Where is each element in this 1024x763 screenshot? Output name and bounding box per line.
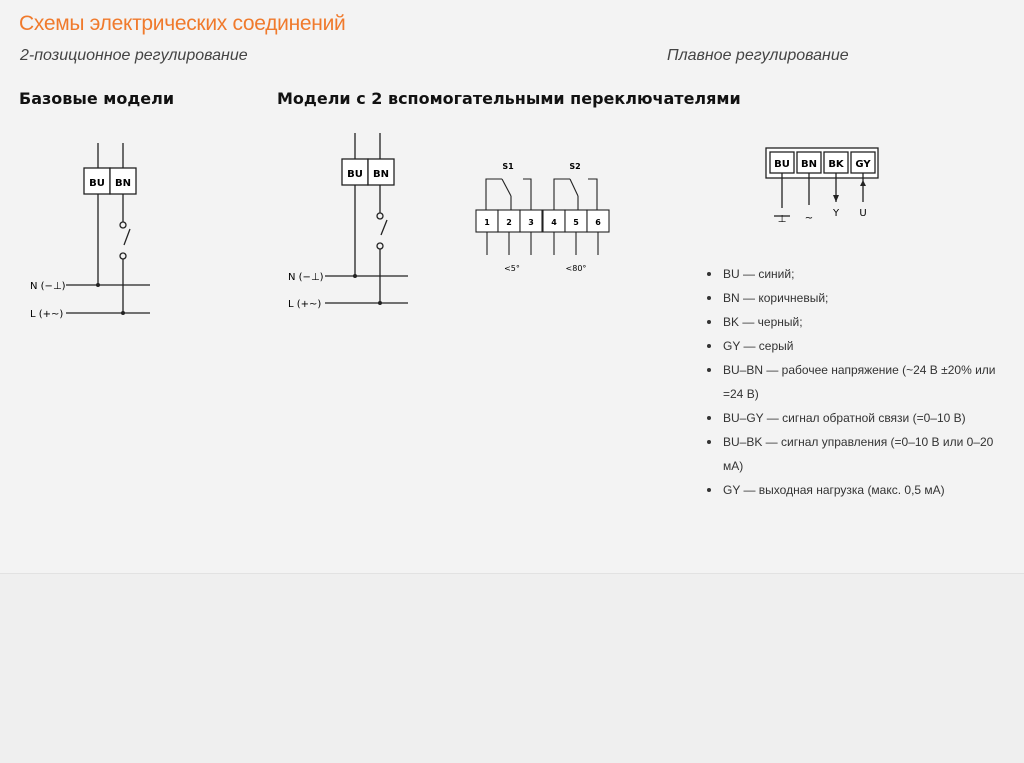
heading-basic-models: Базовые модели [19, 89, 175, 108]
pin-2: 2 [506, 218, 512, 227]
legend-item: BU — синий; [706, 262, 1006, 286]
ground-label: ⊥ [777, 214, 787, 225]
pin-6: 6 [595, 218, 601, 227]
legend-item: GY — выходная нагрузка (макс. 0,5 мА) [706, 478, 1006, 502]
aux-switch-diagram [470, 155, 620, 280]
terminal-bu: BU [774, 159, 790, 170]
pin-5: 5 [573, 218, 579, 227]
page-title: Схемы электрических соединений [19, 12, 346, 35]
pin-3: 3 [528, 218, 534, 227]
heading-aux-models: Модели с 2 вспомогательными переключателями [277, 89, 741, 108]
terminal-bn: BN [115, 178, 131, 189]
terminal-bn: BN [373, 169, 389, 180]
terminal-gy: GY [855, 159, 871, 170]
switch-s2-label: S2 [569, 162, 581, 171]
terminal-bu: BU [347, 169, 363, 180]
subtitle-two-position: 2-позиционное регулирование [20, 47, 248, 64]
switch-s1-label: S1 [502, 162, 514, 171]
pin-4: 4 [551, 218, 557, 227]
legend-item: BK — черный; [706, 310, 1006, 334]
terminal-bu: BU [89, 178, 105, 189]
terminal-bk: BK [828, 159, 844, 170]
ac-label: ~ [804, 213, 814, 224]
y-signal-label: Y [832, 208, 840, 219]
wiring-diagram-aux [280, 125, 420, 315]
u-signal-label: U [859, 208, 867, 219]
subtitle-modulating: Плавное регулирование [667, 47, 849, 64]
neutral-label: N (−⊥) [288, 272, 324, 283]
line-label: L (+~) [288, 299, 322, 310]
legend-item: BU–BK — сигнал управления (=0–10 В или 0–20 мА) [706, 430, 1006, 478]
wiring-diagram-modulating [760, 140, 890, 235]
legend-item: BN — коричневый; [706, 286, 1006, 310]
legend-item: BU–BN — рабочее напряжение (~24 В ±20% или =24 В) [706, 358, 1006, 406]
legend-item: BU–GY — сигнал обратной связи (=0–10 В) [706, 406, 1006, 430]
line-label: L (+~) [30, 309, 64, 320]
wire-color-legend [706, 262, 1006, 502]
legend-item: GY — серый [706, 334, 1006, 358]
switch-angle-1: <5° [504, 264, 520, 273]
pin-1: 1 [484, 218, 490, 227]
terminal-bn: BN [801, 159, 817, 170]
switch-angle-2: <80° [565, 264, 587, 273]
wiring-diagram-basic [20, 135, 160, 330]
neutral-label: N (−⊥) [30, 281, 66, 292]
